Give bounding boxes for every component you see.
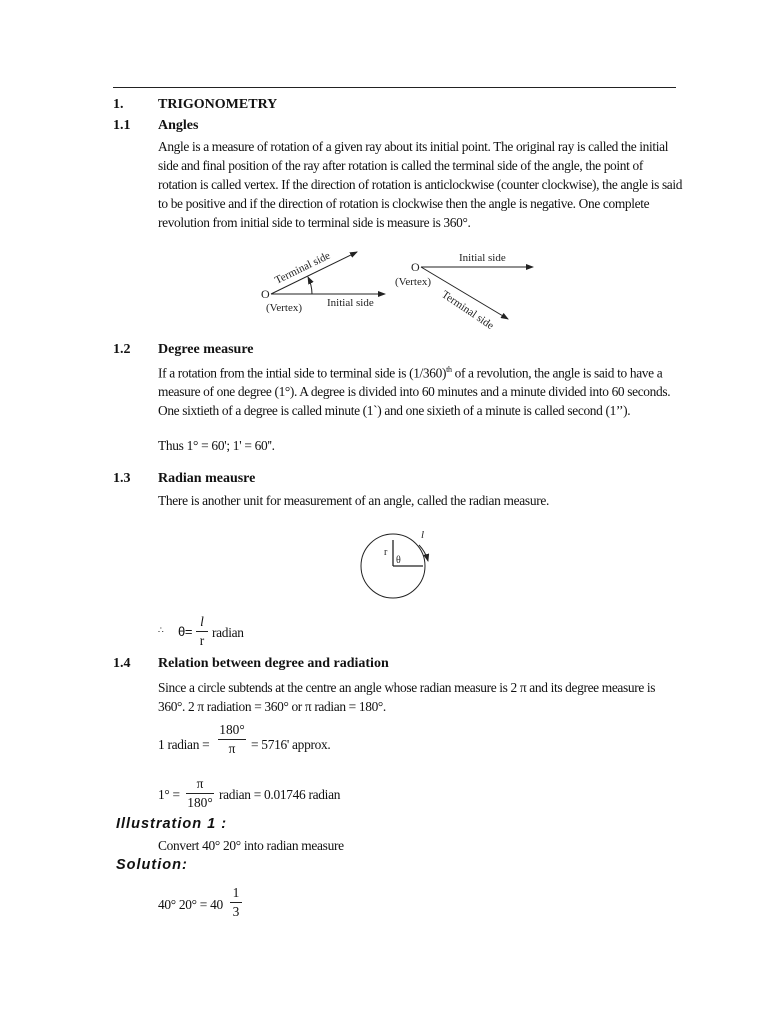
formula3-denominator: 180° bbox=[187, 795, 213, 810]
left-vertex-o: O bbox=[261, 287, 270, 301]
formula3-numerator: π bbox=[196, 776, 204, 791]
section-1-2-number: 1.2 bbox=[113, 342, 131, 357]
section-1-1-number: 1.1 bbox=[113, 118, 131, 133]
section-1-2-thus: Thus 1° = 60'; 1' = 60''. bbox=[158, 438, 275, 453]
section-1-1-paragraph: Angle is a measure of rotation of a given ray about its initial point. The original ray is called the initial side and final position of the ray after rotation is called the terminal side of the angle, the point of rotation is called vertex. If the direction of rotation is anticlockwise (counter clockwise), the angle is said to be positive and if the direction of rotation is clockwise then the angle is negative. One complete revolution from initial side to terminal side is measure is 360°. bbox=[158, 139, 683, 230]
left-rotation-arc bbox=[308, 277, 312, 294]
right-vertex-label: (Vertex) bbox=[395, 276, 432, 288]
left-vertex-label: (Vertex) bbox=[266, 302, 303, 314]
section-1-3-number: 1.3 bbox=[113, 471, 131, 486]
formula4-numerator: 1 bbox=[232, 885, 240, 900]
section-1-2-superscript: th bbox=[446, 365, 452, 374]
formula1-numerator: l bbox=[200, 614, 204, 629]
formula1-fraction-bar bbox=[196, 631, 208, 632]
formula1-lhs: θ= bbox=[178, 624, 193, 639]
formula2-fraction-bar bbox=[218, 739, 246, 740]
chapter-title: TRIGONOMETRY bbox=[158, 97, 278, 112]
chapter-number: 1. bbox=[113, 97, 124, 112]
formula2-lhs: 1 radian = bbox=[158, 737, 210, 752]
therefore-symbol: ∴ bbox=[158, 625, 164, 635]
section-1-4-title: Relation between degree and radiation bbox=[158, 656, 389, 671]
formula4-denominator: 3 bbox=[232, 904, 240, 919]
right-terminal-label: Terminal side bbox=[439, 288, 496, 333]
formula2-rhs: = 5716' approx. bbox=[251, 737, 331, 752]
formula2-denominator: π bbox=[228, 741, 236, 756]
section-1-4-paragraph: Since a circle subtends at the centre an angle whose radian measure is 2 π and its degree measure is 360°. 2 π radiation = 360° or π radian = 180°. bbox=[158, 680, 656, 714]
formula3-lhs: 1° = bbox=[158, 787, 180, 802]
formula2-numerator: 180° bbox=[219, 722, 245, 737]
solution-label: Solution: bbox=[116, 857, 188, 873]
formula3-fraction bbox=[186, 776, 214, 811]
formula1-fraction bbox=[196, 614, 208, 649]
arc-length-arrow bbox=[419, 545, 428, 561]
theta-label: θ bbox=[396, 555, 401, 566]
right-initial-label: Initial side bbox=[459, 252, 506, 264]
section-1-2-text-b: of a revolution, the angle is said to have a measure of one degree (1°). A degree is divided into 60 minutes and a minute divided into 60 seconds. One sixtieth of a degree is called minute (1`) and one sixieth of a minute is called second (1’’). bbox=[158, 365, 671, 419]
section-1-1-title: Angles bbox=[158, 118, 199, 133]
left-initial-label: Initial side bbox=[327, 297, 374, 309]
section-1-4-number: 1.4 bbox=[113, 656, 131, 671]
illustration-text: Convert 40° 20° into radian measure bbox=[158, 838, 344, 853]
formula4-fraction-bar bbox=[230, 902, 242, 903]
section-1-3-title: Radian meausre bbox=[158, 471, 256, 486]
section-1-2-paragraph bbox=[158, 360, 684, 420]
formula1-denominator: r bbox=[199, 633, 205, 648]
radius-r-label: r bbox=[384, 547, 388, 558]
right-vertex-o: O bbox=[411, 260, 420, 274]
formula4-lhs: 40° 20° = 40 bbox=[158, 897, 223, 912]
formula3-rhs: radian = 0.01746 radian bbox=[219, 787, 341, 802]
formula2-fraction bbox=[218, 722, 246, 757]
section-1-2-text-a: If a rotation from the intial side to terminal side is (1/360) bbox=[158, 365, 447, 381]
left-terminal-label: Terminal side bbox=[273, 249, 333, 287]
section-1-3-text: There is another unit for measurement of an angle, called the radian measure. bbox=[158, 493, 550, 508]
arc-l-label: l bbox=[421, 529, 425, 541]
formula1-suffix: radian bbox=[212, 625, 244, 640]
formula3-fraction-bar bbox=[186, 793, 214, 794]
formula4-fraction bbox=[230, 885, 242, 920]
section-1-2-title: Degree measure bbox=[158, 342, 254, 357]
illustration-label: Illustration 1 : bbox=[116, 816, 228, 832]
